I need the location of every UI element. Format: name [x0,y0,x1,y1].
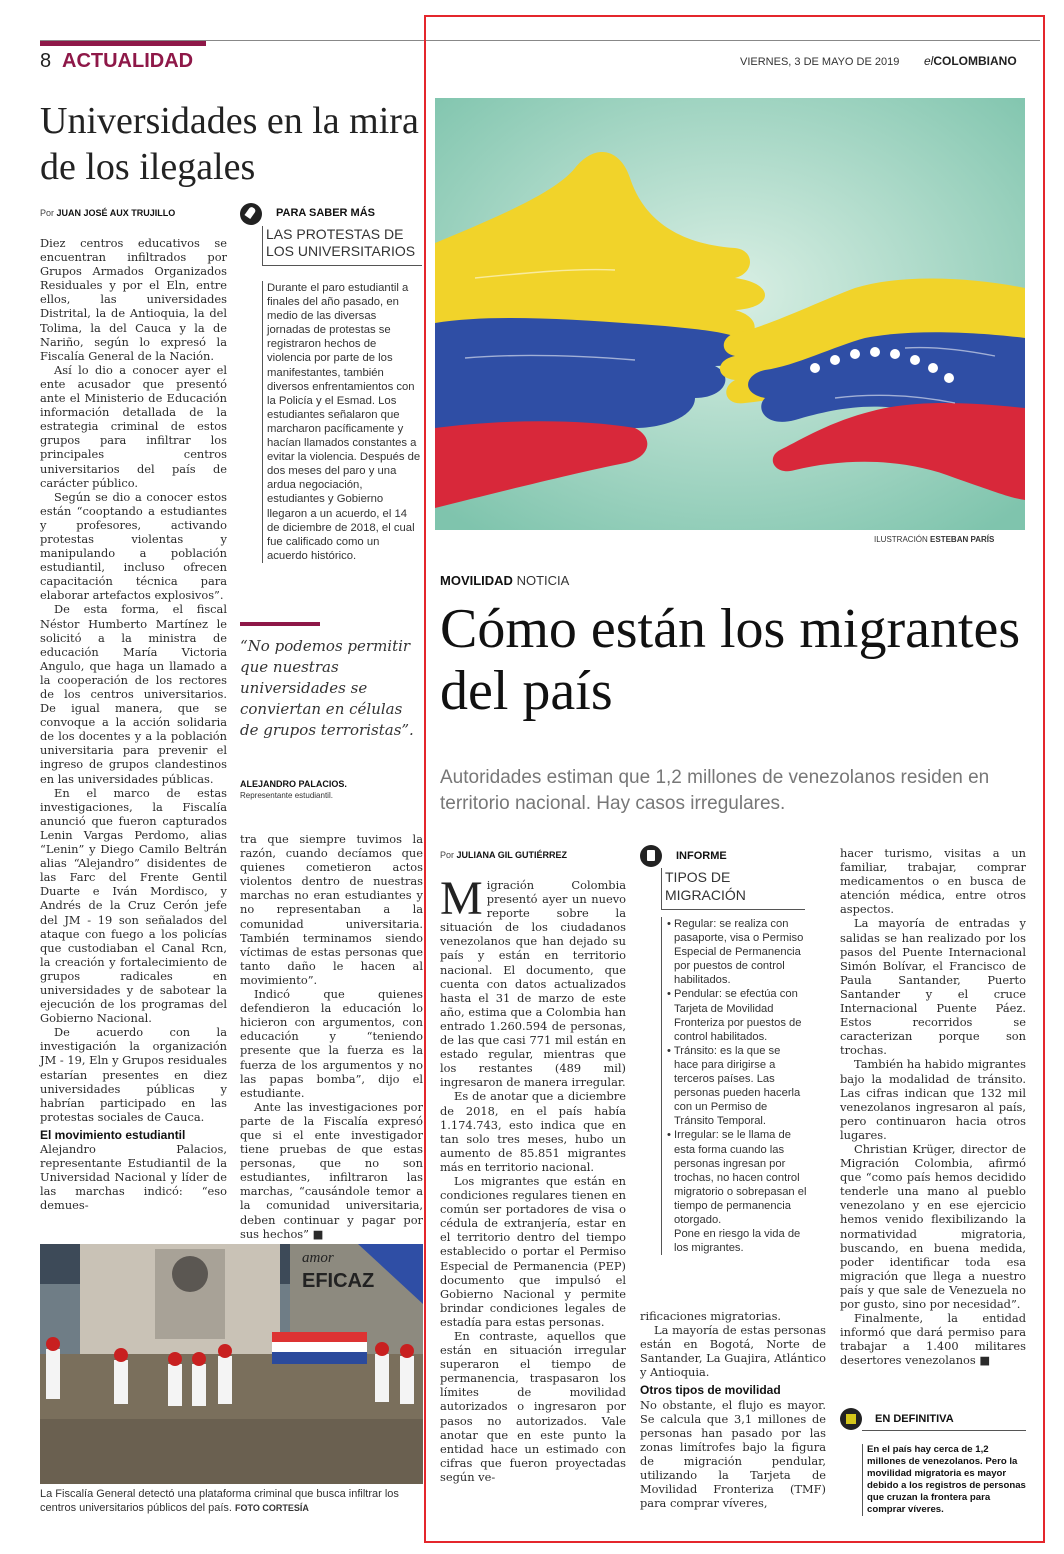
paragraph: Ante las investigaciones por parte de la Fiscalía expresó que si el ente investigador tiene pruebas de que estas personas, que no son estudiantes, infiltraron las marchas, “causándole temor a la comunidad universitaria, deben continuar y pagar por sus hechos” ■ [240,1099,423,1241]
main-headline: Cómo están los migrantes del país [440,598,1021,722]
list-item: • Irregular: se le llama de esta forma cuando las personas ingresan por trochas, no hacen control migratorio o sobrepasan el tiempo de permanencia otorgado. [666,1128,807,1227]
paragraph: La mayoría de entradas y salidas se han realizado por los pasos del Puente Internacional Simón Bolívar, el Francisco de Paula Santander, Puerto Santander y el cruce Internacional Puente Páez. Estos recorridos se caracterizan porque son trochas. [840,916,1026,1058]
summary-kicker: EN DEFINITIVA [875,1413,954,1425]
sidebar-text: Durante el paro estudiantil a finales del año pasado, en medio de las diversas jornadas de protestas se registraron hechos de violencia por parte de los manifestantes, también diversos enfrentamientos con la Policía y el Esmad. Los estudiantes señalaron que marcharon pacíficamente y hacían llamados constantes a evitar la violencia. Después de dos meses del paro y una ardua negociación, estudiantes y Gobierno llegaron a un acuerdo, el 14 de diciembre de 2018, el cual fue calificado como un acuerdo histórico. [262,281,422,563]
page-number: 8 [40,50,52,72]
right-kicker [440,573,569,588]
list-item: • Regular: se realiza con pasaporte, visa o Permiso Especial de Permanencia por puestos de control habilitados. [666,917,807,987]
right-article-column-1 [440,872,626,1484]
informe-title: TIPOS DE MIGRACIÓN [665,869,746,903]
credit-name: ESTEBAN PARÍS [930,535,995,544]
list-tail: Pone en riesgo la vida de los migrantes. [674,1228,801,1255]
paragraph: También ha habido migrantes bajo la modalidad de tránsito. Las cifras indican que 132 mil venezolanos ingresaron al país, pero continuaron hacia otros lugares. [840,1057,1026,1142]
document-icon [640,845,662,867]
paragraph: De esta forma, el fiscal Néstor Humberto Martínez le solicitó a la ministra de educación María Victoria Angulo, que haga un llamado a la cooperación de los rectores de los centros universitarios. De igual manera, que se convoque a la acción solidaria de los docentes y a la población universitaria para prevenir el ingreso de grupos clandestinos en las universidades públicas. [40,602,227,786]
quote-attribution-role: Representante estudiantil. [240,791,333,800]
summary-text: En el país hay cerca de 1,2 millones de venezolanos. Pero la movilidad migratoria es mayor debido a los registros de personas que cruzan la frontera para comprar víveres. [862,1444,1027,1516]
paragraph: No obstante, el flujo es mayor. Se calcula que 3,1 millones de personas han pasado por las zonas limítrofes bajo la figura de migración pendular, utilizando la Tarjeta de Movilidad Fronteriza (TMF) para comprar víveres, [640,1397,826,1511]
protest-photo [40,1244,423,1484]
right-article-column-2 [640,1309,826,1510]
dropcap: M [440,872,483,925]
wall-text-1: amor [302,1250,334,1266]
byline-prefix: Por [40,208,55,218]
paragraph: Es de anotar que a diciembre de 2018, en el país había 1.174.743, esto indica que en tan solo tres meses, hubo un aumento de 85.851 migrantes más en territorio nacional. [440,1089,626,1174]
sidebar-title: LAS PROTESTAS DE LOS UNIVERSITARIOS [266,226,416,259]
sidebar-kicker: PARA SABER MÁS [276,207,376,219]
section-name: ACTUALIDAD [62,50,194,72]
sidebar-title-box [262,226,422,266]
logo-name: COLOMBIANO [933,54,1017,68]
summary-rule [862,1430,1026,1431]
photo-caption [40,1487,423,1515]
dropcap-paragraph: igración Colombia presentó ayer un nuevo reporte sobre la situación de los ciudadanos venezolanos que han dejado su país y están en territorio nacional. El documento, que cuenta con datos actualizados hasta el 31 de marzo de este año, estima que a Colombia han entrado 1.260.594 de personas, de las que casi 771 mil están en estado regular, mientras que los restantes (489 mil) ingresaron de manera irregular. [440,878,626,1090]
wall-text-2: EFICAZ [302,1270,375,1292]
byline-name: JUAN JOSÉ AUX TRUJILLO [56,208,176,218]
illustration-credit [874,535,994,544]
left-article-column-1 [40,236,227,1212]
right-article-column-3 [840,846,1026,1367]
article-deck: Autoridades estiman que 1,2 millones de venezolanos residen en territorio nacional. Hay casos irregulares. [440,767,990,814]
credit-prefix: ILUSTRACIÓN [874,535,928,544]
list-item: • Pendular: se efectúa con Tarjeta de Movilidad Fronteriza por puestos de control habilitados. [666,987,807,1043]
paragraph: En contraste, aquellos que están en situación irregular superaron el tiempo de permanencia, traspasaron los límites de movilidad autorizados o ingresaron por pasos no autorizados. Vale anotar que en este punto la entidad hace un estimado con cifras que fueron proyectadas según ve- [440,1329,626,1484]
right-byline [440,850,567,860]
paragraph: Según se dio a conocer estos están “cooptando a estudiantes y profesores, activando protestas violentas y manipulando a población estudiantil, incluso ofrecen capacitación técnica para elaborar artefactos explosivos”. [40,489,227,603]
pull-quote: “No podemos permitir que nuestras universidades se conviertan en células de grupos terroristas”. [240,637,414,739]
quote-attribution-name: ALEJANDRO PALACIOS. [240,779,347,789]
list-item: • Tránsito: es la que se hace para dirigirse a terceros países. Las personas pueden hacerla con un Permiso de Tránsito Temporal. [666,1044,807,1129]
flag-hands-illustration [435,98,1025,530]
informe-title-box [661,868,805,910]
byline-name: JULIANA GIL GUTIÉRREZ [456,850,568,860]
paragraph: De acuerdo con la investigación la organización JM - 19, Eln y Grupos residuales estarían presentes en diez universidades públicas y habrían participado en las protestas sociales de Cauca. [40,1025,227,1124]
paragraph: hacer turismo, visitas a un familiar, trabajar, comprar medicamentos o en busca de atención médica, entre otros aspectos. [840,846,1026,917]
caption-text: La Fiscalía General detectó una plataforma criminal que busca infiltrar los centros universitarios públicos del país. [40,1488,399,1514]
paragraph: rificaciones migratorias. [640,1309,782,1323]
paragraph: Indicó que quienes defendieron la educación lo hicieron con argumentos, con educación y “teniendo presente que la fuerza es la fuerza de los argumentos y no las papas bomba”, dijo el estudiante. [240,987,423,1100]
dateline: VIERNES, 3 DE MAYO DE 2019 [740,56,900,68]
illustration-drawing [435,98,1025,530]
left-subhead: El movimiento estudiantil [40,1127,186,1142]
logo-prefix: el [924,54,934,68]
informe-list [661,917,807,1255]
byline-prefix: Por [440,850,455,860]
paragraph: Los migrantes que están en condiciones regulares tienen en común ser portadores de visa o cédula de extranjería, estar en el territorio dentro del tiempo establecido o portar el Permiso Especial de Permanencia (PEP) documento que impulsó el Gobierno Nacional y permite brindar condiciones legales de estadía para estas personas. [440,1173,626,1329]
left-article-column-2 [240,832,423,1241]
paragraph: Diez centros educativos se encuentran infiltrados por Grupos Armados Organizados Residuales y por el Eln, entre ellos, las universidades Distrital, la de Antioquia, la del Tolima, la del Cauca y la de Nariño, según lo expresó la Fiscalía General de la Nación. [40,236,227,363]
key-point-icon [840,1408,862,1430]
paragraph: Alejandro Palacios, representante Estudiantil de la Universidad Nacional y líder de las marchas indicó: “eso demues- [40,1142,227,1213]
paragraph: tra que siempre tuvimos la razón, cuando decíamos que quienes cometieron actos violentos dentro de nuestras marchas no eran estudiantes y no representaban a la comunidad universitaria. También terminamos siendo víctimas de estas personas que tanto daño le hacen al movimiento”. [240,832,423,987]
left-byline [40,208,175,218]
photo-credit: FOTO CORTESÍA [235,1503,309,1513]
kicker-topic: MOVILIDAD [440,573,513,588]
quote-accent-bar [240,622,320,626]
right-subhead: Otros tipos de movilidad [640,1383,781,1398]
paragraph: En el marco de estas investigaciones, la Fiscalía anunció que fueron capturados Lenin Vargas Perdomo, alias “Lenin” y Diego Camilo Beltrán alias “Alejandro” disidentes de las Farc del Frente Gentil Duarte e Iván Mordisco, y Andrés de la Cruz Cerón jefe del JM - 19 son señalados del ataque con fuego a los policías que custodiaban el Canal Rcn, la creación y fortalecimiento de grupos radicales en universidades y de sabotear la ejecución de los programas del Gobierno Nacional. [40,785,227,1026]
paragraph: Finalmente, la entidad informó que dará permiso para trabajar a 1.400 militares desertores venezolanos ■ [840,1311,1026,1368]
pushpin-icon [240,203,262,225]
paragraph: La mayoría de estas personas están en Bogotá, Norte de Santander, La Guajira, Atlántico y Antioquia. [640,1323,826,1380]
paragraph: Así lo dio a conocer ayer el ente acusador que presentó ante el Ministerio de Educación información detallada de la estrategia criminal de estos grupos para infiltrar los principales centros universitarios del país de carácter público. [40,362,227,490]
paragraph [440,872,626,1090]
paragraph: Christian Krüger, director de Migración Colombia, afirmó que “como país hemos decidido tenderle una mano al pueblo venezolano y en ese ejercicio hemos venido flexibilizando la normatividad migratoria, buscando, en buena medida, poder identificar toda esa migración que llega a nuestro país y que sale de Venezuela no por gusto, sino por necesidad”. [840,1141,1026,1311]
kicker-type: NOTICIA [516,573,570,588]
left-article-headline: Universidades en la mira de los ilegales [40,100,419,188]
informe-kicker: INFORME [676,850,727,862]
